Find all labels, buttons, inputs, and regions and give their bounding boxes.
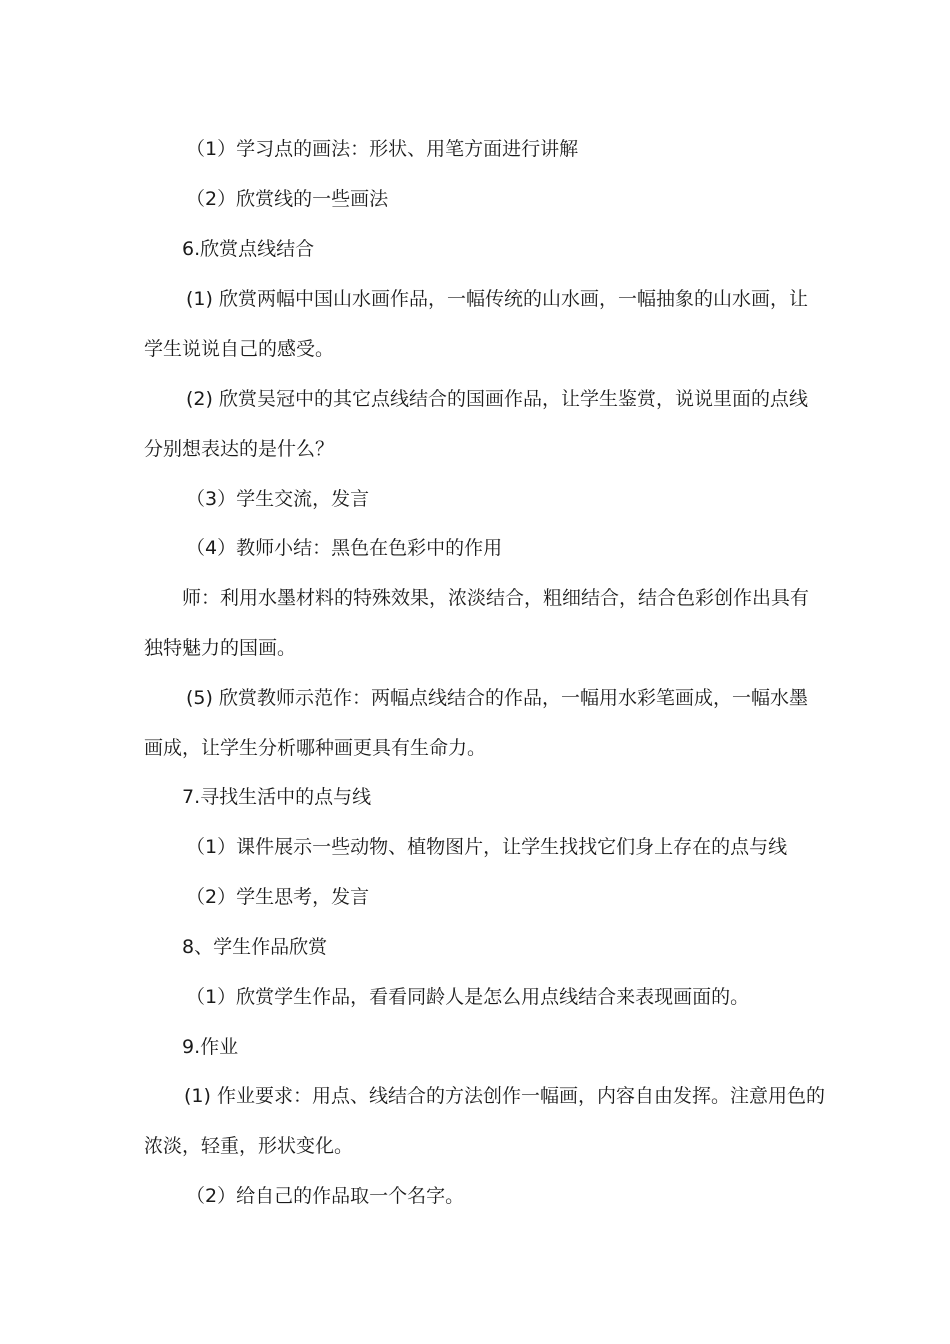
step-6-item-2-line-2: 分别想表达的是什么？	[144, 438, 335, 460]
step-6-item-1-line-1: (1) 欣赏两幅中国山水画作品，一幅传统的山水画，一幅抽象的山水画，让	[186, 288, 808, 310]
step-5-item-2: （2）欣赏线的一些画法	[186, 188, 389, 210]
step-8-item-1: （1）欣赏学生作品，看看同龄人是怎么用点线结合来表现画面的。	[186, 986, 750, 1008]
step-7-heading: 7.寻找生活中的点与线	[182, 786, 372, 808]
step-9-heading: 9.作业	[182, 1036, 239, 1058]
teacher-note-line-1: 师：利用水墨材料的特殊效果，浓淡结合，粗细结合，结合色彩创作出具有	[182, 587, 810, 609]
step-9-item-1-line-2: 浓淡，轻重，形状变化。	[144, 1135, 354, 1157]
step-7-item-1: （1）课件展示一些动物、植物图片，让学生找找它们身上存在的点与线	[186, 836, 788, 858]
step-5-item-1: （1）学习点的画法：形状、用笔方面进行讲解	[186, 138, 579, 160]
step-6-item-5-line-2: 画成，让学生分析哪种画更具有生命力。	[144, 737, 487, 759]
teacher-note-line-2: 独特魅力的国画。	[144, 637, 297, 659]
step-6-heading: 6.欣赏点线结合	[182, 238, 315, 260]
step-9-item-2: （2）给自己的作品取一个名字。	[186, 1185, 465, 1207]
step-6-item-2-line-1: (2) 欣赏吴冠中的其它点线结合的国画作品，让学生鉴赏，说说里面的点线	[186, 388, 808, 410]
step-7-item-2: （2）学生思考，发言	[186, 886, 370, 908]
step-8-heading: 8、学生作品欣赏	[182, 936, 328, 958]
step-6-item-3: （3）学生交流，发言	[186, 488, 370, 510]
step-9-item-1-line-1: (1) 作业要求：用点、线结合的方法创作一幅画，内容自由发挥。注意用色的	[184, 1085, 825, 1107]
step-6-item-5-line-1: (5) 欣赏教师示范作：两幅点线结合的作品，一幅用水彩笔画成，一幅水墨	[186, 687, 808, 709]
step-6-item-1-line-2: 学生说说自己的感受。	[144, 338, 335, 360]
step-6-item-4: （4）教师小结：黑色在色彩中的作用	[186, 537, 503, 559]
